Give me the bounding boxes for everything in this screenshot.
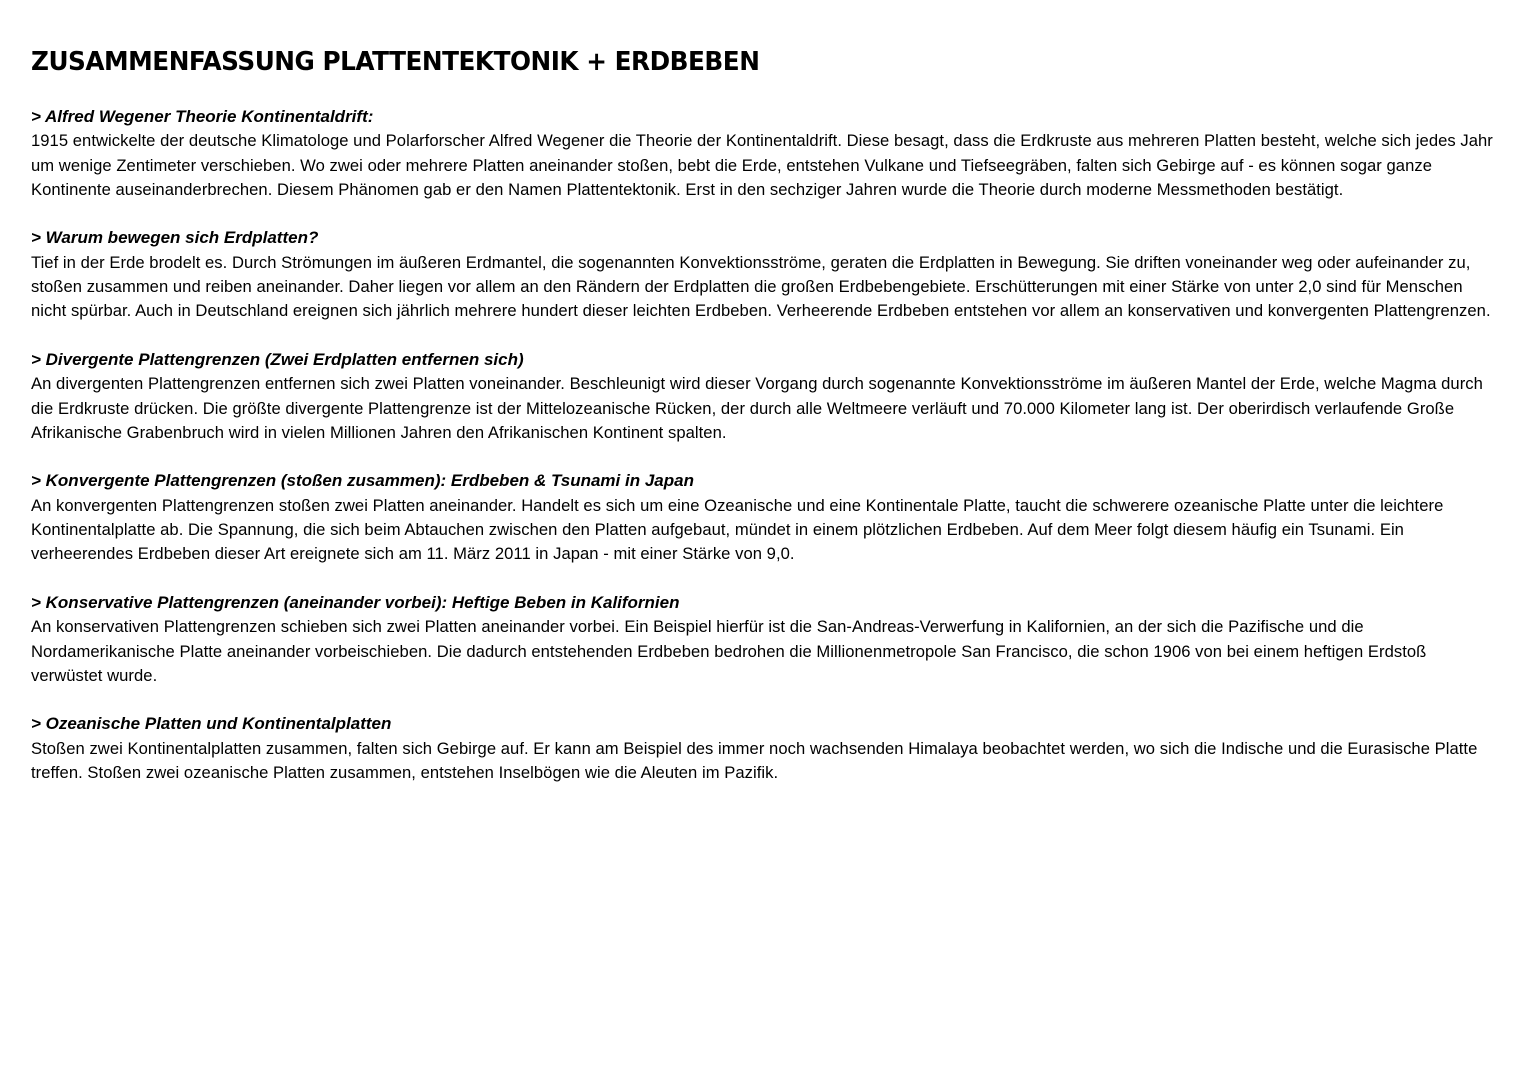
section-conservative-boundaries: [31, 591, 1501, 688]
section-body: An konvergenten Plattengrenzen stoßen zwei Platten aneinander. Handelt es sich um eine Ozeanische und eine Kontinentale Platte, taucht die schwerere ozeanische Platte unter die leichtere Kontinentalplatte ab. Die Spannung, die sich beim Abtauchen zwischen den Platten aufgebaut, mündet in einem plötzlichen Erdbeben. Auf dem Meer folgt diesem häufig ein Tsunami. Ein verheerendes Erdbeben dieser Art ereignete sich am 11. März 2011 in Japan - mit einer Stärke von 9,0.: [31, 495, 1444, 564]
section-heading: > Ozeanische Platten und Kontinentalplatten: [31, 714, 392, 734]
section-convergent-boundaries: [31, 469, 1501, 566]
section-heading: > Konservative Plattengrenzen (aneinander vorbei): Heftige Beben in Kalifornien: [31, 592, 680, 612]
section-wegener-theory: [31, 105, 1501, 202]
section-body: An konservativen Plattengrenzen schieben sich zwei Platten aneinander vorbei. Ein Beispiel hierfür ist die San-Andreas-Verwerfung in Kalifornien, an der sich die Pazifische und die Nordamerikanische Platte aneinander vorbeischieben. Die dadurch entstehenden Erdbeben bedrohen die Millionenmetropole San Francisco, die schon 1906 von bei einem heftigen Erdstoß verwüstet wurde.: [31, 617, 1427, 685]
document-title: ZUSAMMENFASSUNG PLATTENTEKTONIK + ERDBEBEN: [31, 47, 760, 77]
section-heading: > Konvergente Plattengrenzen (stoßen zusammen): Erdbeben & Tsunami in Japan: [31, 471, 694, 491]
section-body: Stoßen zwei Kontinentalplatten zusammen, falten sich Gebirge auf. Er kann am Beispiel des immer noch wachsenden Himalaya beobachtet werden, wo sich die Indische und die Eurasische Platte treffen. Stoßen zwei ozeanische Platten zusammen, entstehen Inselbögen wie die Aleuten im Pazifik.: [31, 738, 1478, 783]
section-heading: > Alfred Wegener Theorie Kontinentaldrift:: [31, 107, 374, 126]
section-heading: > Warum bewegen sich Erdplatten?: [31, 228, 319, 248]
section-body: Tief in der Erde brodelt es. Durch Strömungen im äußeren Erdmantel, die sogenannten Konvektionsströme, geraten die Erdplatten in Bewegung. Sie driften voneinander weg oder aufeinander zu, stoßen zusammen und reiben aneinander. Daher liegen vor allem an den Rändern der Erdplatten die großen Erdbebengebiete. Erschütterungen mit einer Stärke von unter 2,0 sind für Menschen nicht spürbar. Auch in Deutschland ereignen sich jährlich mehrere hundert dieser leichten Erdbeben. Verheerende Erdbeben entstehen vor allem an konservativen und konvergenten Plattengrenzen.: [31, 252, 1491, 321]
section-why-plates-move: [31, 226, 1501, 323]
document-page: [31, 42, 1501, 810]
section-divergent-boundaries: [31, 348, 1501, 445]
section-heading: > Divergente Plattengrenzen (Zwei Erdplatten entfernen sich): [31, 349, 524, 369]
document-sections: [31, 105, 1501, 785]
section-body: An divergenten Plattengrenzen entfernen sich zwei Platten voneinander. Beschleunigt wird dieser Vorgang durch sogenannte Konvektionsströme im äußeren Mantel der Erde, welche Magma durch die Erdkruste drücken. Die größte divergente Plattengrenze ist der Mittelozeanische Rücken, der durch alle Weltmeere verläuft und 70.000 Kilometer lang ist. Der oberirdisch verlaufende Große Afrikanische Grabenbruch wird in vielen Millionen Jahren den Afrikanischen Kontinent spalten.: [31, 374, 1483, 442]
section-oceanic-continental-plates: [31, 712, 1501, 785]
section-body: 1915 entwickelte der deutsche Klimatologe und Polarforscher Alfred Wegener die Theorie der Kontinentaldrift. Diese besagt, dass die Erdkruste aus mehreren Platten besteht, welche sich jedes Jahr um wenige Zentimeter verschieben. Wo zwei oder mehrere Platten aneinander stoßen, bebt die Erde, entstehen Vulkane und Tiefseegräben, falten sich Gebirge auf - es können sogar ganze Kontinente auseinanderbrechen. Diesem Phänomen gab er den Namen Plattentektonik. Erst in den sechziger Jahren wurde die Theorie durch moderne Messmethoden bestätigt.: [31, 131, 1493, 199]
